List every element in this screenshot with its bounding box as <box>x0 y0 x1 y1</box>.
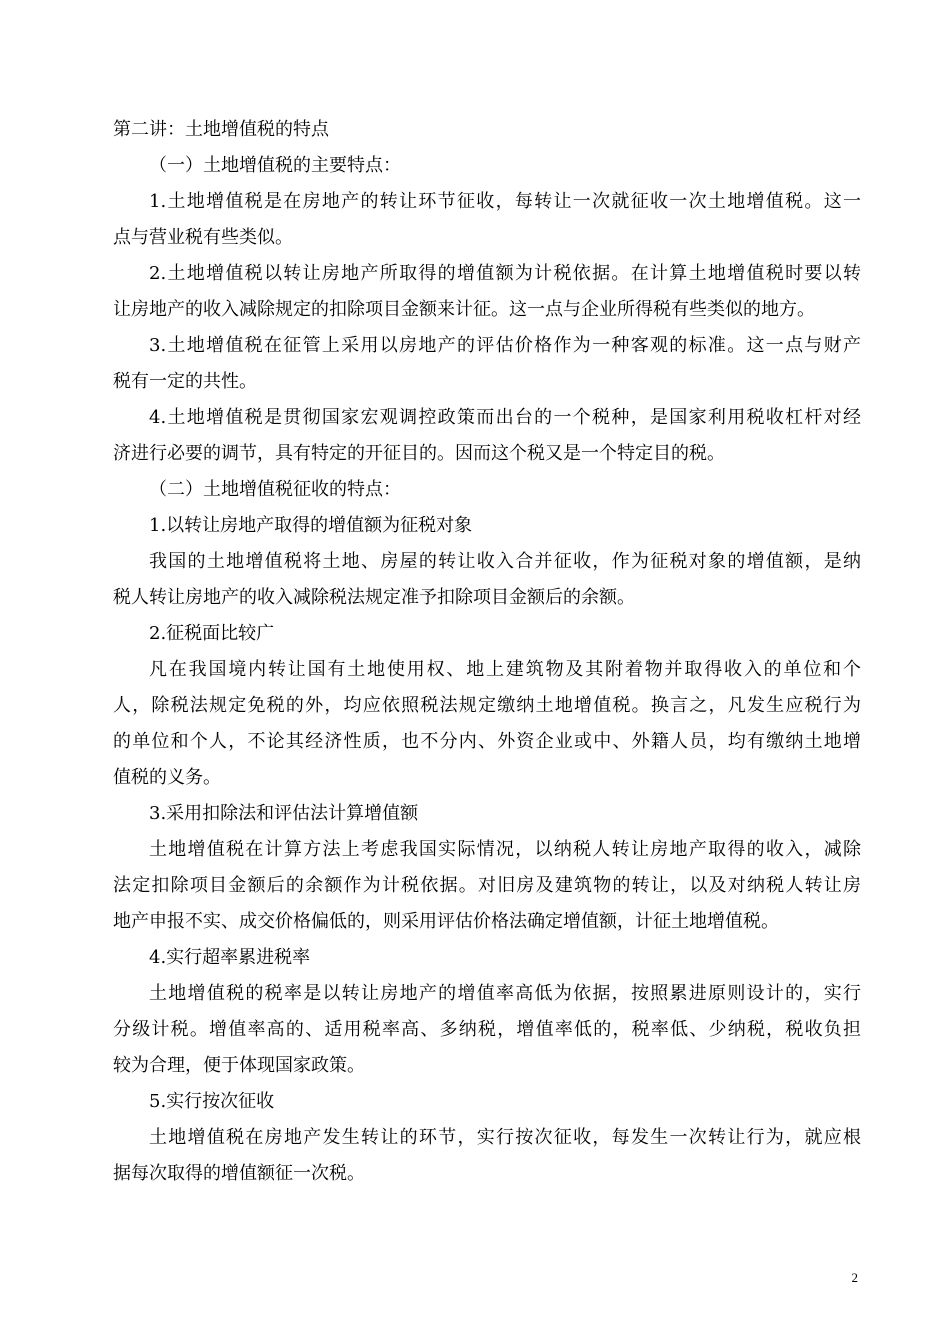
text-line: 较为合理，便于体现国家政策。 <box>113 1055 365 1076</box>
text-line: 我国的土地增值税将土地、房屋的转让收入合并征收，作为征税对象的增值额，是纳 <box>149 551 861 572</box>
text-line: 土地增值税在房地产发生转让的环节，实行按次征收，每发生一次转让行为，就应根 <box>149 1127 861 1148</box>
page-number: 2 <box>851 1270 858 1285</box>
text-line: 济进行必要的调节，具有特定的开征目的。因而这个税又是一个特定目的税。 <box>113 443 725 464</box>
text-line: 2.征税面比较广 <box>149 623 275 644</box>
text-line: （二）土地增值税征收的特点： <box>149 479 401 500</box>
text-line: 4.实行超率累进税率 <box>149 947 311 968</box>
text-line: 据每次取得的增值额征一次税。 <box>113 1163 365 1184</box>
text-line: 点与营业税有些类似。 <box>113 227 293 248</box>
text-line: 税人转让房地产的收入减除税法规定准予扣除项目金额后的余额。 <box>113 587 635 608</box>
text-line: 3.土地增值税在征管上采用以房地产的评估价格作为一种客观的标准。这一点与财产 <box>149 335 861 356</box>
text-line: 地产申报不实、成交价格偏低的，则采用评估价格法确定增值额，计征土地增值税。 <box>113 911 779 932</box>
document-body <box>113 112 861 1192</box>
text-line: 2.土地增值税以转让房地产所取得的增值额为计税依据。在计算土地增值税时要以转 <box>149 263 861 284</box>
text-line: （一）土地增值税的主要特点： <box>149 155 401 176</box>
text-line: 3.采用扣除法和评估法计算增值额 <box>149 803 419 824</box>
text-line: 值税的义务。 <box>113 767 221 788</box>
text-line: 人，除税法规定免税的外，均应依照税法规定缴纳土地增值税。换言之，凡发生应税行为 <box>113 695 861 716</box>
text-line: 土地增值税在计算方法上考虑我国实际情况，以纳税人转让房地产取得的收入，减除 <box>149 839 861 860</box>
text-line: 税有一定的共性。 <box>113 371 257 392</box>
text-line: 1.土地增值税是在房地产的转让环节征收，每转让一次就征收一次土地增值税。这一 <box>149 191 861 212</box>
text-line: 的单位和个人，不论其经济性质，也不分内、外资企业或中、外籍人员，均有缴纳土地增 <box>113 731 861 752</box>
text-line: 第二讲：土地增值税的特点 <box>113 119 329 140</box>
text-line: 让房地产的收入减除规定的扣除项目金额来计征。这一点与企业所得税有些类似的地方。 <box>113 299 815 320</box>
text-line: 分级计税。增值率高的、适用税率高、多纳税，增值率低的，税率低、少纳税，税收负担 <box>113 1019 861 1040</box>
text-line: 5.实行按次征收 <box>149 1091 275 1112</box>
text-line: 4.土地增值税是贯彻国家宏观调控政策而出台的一个税种，是国家利用税收杠杆对经 <box>149 407 861 428</box>
text-line: 法定扣除项目金额后的余额作为计税依据。对旧房及建筑物的转让，以及对纳税人转让房 <box>113 875 861 896</box>
text-line: 1.以转让房地产取得的增值额为征税对象 <box>149 515 473 536</box>
text-line: 凡在我国境内转让国有土地使用权、地上建筑物及其附着物并取得收入的单位和个 <box>149 659 861 680</box>
text-line: 土地增值税的税率是以转让房地产的增值率高低为依据，按照累进原则设计的，实行 <box>149 983 861 1004</box>
